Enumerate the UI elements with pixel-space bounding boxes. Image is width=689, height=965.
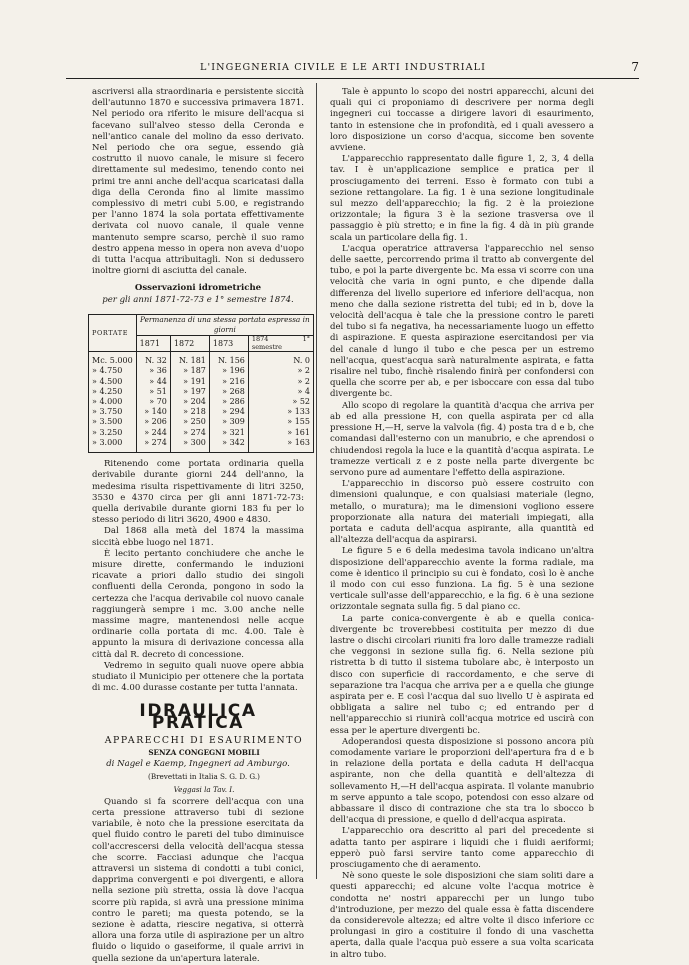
table-row: » 3.250 » 244 » 274 » 321 » 161 xyxy=(89,428,314,438)
observations-title: Osservazioni idrometriche xyxy=(134,283,262,294)
table-row: Mc. 5.000 N. 32 N. 181 N. 156 N. 0 xyxy=(89,352,314,367)
table-row: » 4.750 » 36 » 187 » 196 » 2 xyxy=(89,366,314,376)
paragraph: L'apparecchio rappresentato dalle figure 1, 2, 3, 4 della tav. I è un'applicazione semplice e pratica per il prosciugamento dei terreni. Esso è formato con tubi a sezione rettangolare. La fig. 1 è una sezione longitudinale sul mezzo dell'apparecchio; la fig. 2 è la proiezione orizzontale; la figura 3 è la sezione trasversa ove il passaggio è più stretto; e in fine la fig. 4 dà in più grande scala un particolare della fig. 1. xyxy=(330,154,594,243)
paragraph: Ritenendo come portata ordinaria quella derivabile durante giorni 244 dell'anno, la medesima risulta rispettivamente di litri 3250, 3530 e 4370 circa per gli anni 1871-72-73: quella derivabile durante giorni 183 fu per lo stesso periodo di litri 3620, 4900 e 4830. xyxy=(92,459,304,526)
paragraph: ascriversi alla straordinaria e persistente siccità dell'autunno 1870 e successiva primavera 1871. Nel periodo ora riferito le misure dell'acqua si facevano sull'alveo stesso della Ceronda e nell'antico canale del molino da esso derivato. Nel periodo che ora segue, essendo già costrutto il nuovo canale, le misure si fecero direttamente sul medesimo, tenendo conto nei primi tre anni anche dell'acqua scaricatasi dalla diga della Ceronda fino al limite massimo complessivo di metri cubi 5.00, e registrando per l'anno 1874 la sola portata effettivamente derivata col nuovo canale, il quale venne mantenuto sempre scarso, perchè il suo ramo destro appena messo in opera non aveva d'uopo di tutta l'acqua attribuitagli. Non si dedussero inoltre giorni di asciutta del canale. xyxy=(92,87,304,277)
table-row: » 3.500 » 206 » 250 » 309 » 155 xyxy=(89,417,314,427)
year-header: 1874 1° semestre xyxy=(248,336,313,352)
article-authors: di Nagel e Kaemp, Ingegneri ad Amburgo. xyxy=(106,759,290,770)
paragraph: L'acqua operatrice attraversa l'apparecchio nel senso delle saette, percorrendo prima il tratto ab convergente del tubo, e poi la parte divergente bc. Ma essa vi scorre con una velocità che varia in ogni punto, e che dipende dalla differenza del livello superiore ed inferiore dell'acqua, non meno che dalla sezione ristretta del tubi; ed in b, dove la velocità dell'acqua è tale che la pressione contro le pareti del tubo si fa negativa, ha necessariamente luogo un effetto di aspirazione. E questa aspirazione esercitandosi per via del canale d lungo il tubo e che pesca per un estremo nell'acqua, quest'acqua sarà naturalmente aspirata, e fatta risalire nel tubo, finchè risalendo finirà per confondersi con quella che scorre per ab, e per isboccare con essa dal tubo divergente bc. xyxy=(330,243,594,400)
table-row: » 3.750 » 140 » 218 » 294 » 133 xyxy=(89,407,314,417)
column-divider xyxy=(316,83,317,879)
running-header xyxy=(60,62,639,76)
paragraph: Le figure 5 e 6 della medesima tavola indicano un'altra disposizione dell'apparecchio avente la forma radiale, ma come è identico il principio su cui è fondato, così lo è anche il modo con cui esso funziona. La fig. 5 è una sezione verticale sull'asse dell'apparecchio, e la fig. 6 è una sezione orizzontale segnata sulla fig. 5 dal piano cc. xyxy=(330,546,594,613)
paragraph: Adoperandosi questa disposizione si possono ancora più comodamente variare le proporzioni dell'apertura fra d e b in relazione della portata e della caduta H dell'acqua aspirante, non che della quantità e dell'altezza di sollevamento H,—H dell'acqua aspirata. Il volante manubrio m serve appunto a tale scopo, potendosi con esso alzare od abbassare il disco di contrazione che sta tra lo sbocco b dell'acqua di pressione, e quello d dell'acqua aspirata. xyxy=(330,736,594,826)
article-title: APPARECCHI DI ESAURIMENTO xyxy=(104,734,304,746)
header-rule xyxy=(66,78,639,79)
paragraph: Nè sono queste le sole disposizioni che siam soliti dare a questi apparecchi; ed alcune volte l'acqua motrice è condotta ne' nostri apparecchi per un lungo tubo d'introduzione, per mezzo del quale essa è fatta discendere da considerevole altezza; ed altre volte il disco inferiore cc prolungasi in giro a costituire il fondo di una vaschetta aperta, dalla quale l'acqua può essere a sua volta scaricata in altro tubo. xyxy=(330,871,594,960)
page-number: 7 xyxy=(631,60,639,74)
header-permanence: Permanenza di una stessa portata espressa in giorni xyxy=(136,314,313,335)
table-row: » 4.000 » 70 » 204 » 286 » 52 xyxy=(89,397,314,407)
right-column xyxy=(330,87,594,961)
patent-note: (Brevettati in Italia S. G. D. G.) xyxy=(148,772,260,782)
table-row: » 4.500 » 44 » 191 » 216 » 2 xyxy=(89,377,314,387)
header-portate: PORTATE xyxy=(89,314,137,351)
paragraph: L'apparecchio ora descritto al pari del precedente si adatta tanto per aspirare i liquidi che i fluidi aeriformi; epperò può farsi servire tanto come apparecchio di prosciugamento che di aeramento. xyxy=(330,826,594,871)
journal-title: L'INGEGNERIA CIVILE E LE ARTI INDUSTRIALI xyxy=(200,62,487,73)
section-title: IDRAULICA PRATICA xyxy=(139,701,257,733)
paragraph: Allo scopo di regolare la quantità d'acqua che arriva per ab ed alla pressione H, con quella aspirata per cd alla pressione H,—H, serve la valvola (fig. 4) posta tra d e b, che comandasi dall'esterno con un manubrio, e che aprendosi o chiudendosi regola la luce e la quantità d'acqua aspirata. Le tramezze verticali z e z poste nella parte divergente bc servono pure ad aumentare l'effetto della aspirazione. xyxy=(330,400,594,478)
paragraph: Vedremo in seguito quali nuove opere abbia studiato il Municipio per ottenere che la portata di mc. 4.00 durasse costante per tutta l'annata. xyxy=(92,660,304,694)
left-column xyxy=(92,87,310,965)
year-header: 1873 xyxy=(209,336,248,352)
hydrometric-table xyxy=(88,314,314,453)
year-header: 1872 xyxy=(170,336,209,352)
paragraph: Tale è appunto lo scopo dei nostri apparecchi, alcuni dei quali qui ci proponiamo di descrivere per norma degli ingegneri cui toccasse a dirigere lavori di esaurimento, tanto in estensione che in profondità, ed i quali avessero a loro disposizione un corso d'acqua, siccome ben sovente avviene. xyxy=(330,87,594,154)
article-subtitle: SENZA CONGEGNI MOBILI xyxy=(148,747,260,757)
paragraph: Quando si fa scorrere dell'acqua con una certa pressione attraverso tubi di sezione variabile, è noto che la pressione esercitata da quel fluido contro le pareti del tubo diminuisce coll'accrescersi della velocità dell'acqua stessa che scorre. Facciasi adunque che l'acqua attraversi un sistema di condotti a tubi conici, dapprima convergenti e poi divergenti, e allora nella sezione più stretta, ossia là dove l'acqua scorre più rapida, si avrà una pressione minima contro le pareti; ma questa potendo, se la sezione è adatta, riescire negativa, si otterrà allora una forza utile di aspirazione per un altro fluido o liquido o gaseiforme, il quale arrivi in quella sezione da un'apertura laterale. xyxy=(92,796,304,964)
observations-subtitle: per gli anni 1871-72-73 e 1° semestre 1874. xyxy=(102,294,294,305)
plate-reference: Veggasi la Tav. I. xyxy=(173,784,235,794)
paragraph: La parte conica-convergente è ab e quella conica-divergente bc troverebbesi costituita per mezzo di due lastre o dischi circolari riuniti fra loro dalle tramezze radiali che veggonsi in sezione sulla fig. 6. Nella sezione più ristretta b di tutto il sistema tubolare abc, è interposto un disco con superficie di raccordamento, e che serve di separazione tra l'acqua che arriva per a e quella che giunge aspirata per e. E così l'acqua dal suo livello U è aspirata ed obbligata a salire nel tubo c; ed entrando per d nell'apparecchio si riunirà coll'acqua motrice ed uscirà con essa per le aperture divergenti bc. xyxy=(330,613,594,736)
year-header: 1871 xyxy=(136,336,170,352)
paragraph: L'apparecchio in discorso può essere costruito con dimensioni qualunque, e con qualsiasi materiale (legno, metallo, o muratura); ma le dimensioni vogliono essere proporzionate alla natura dei materiali impiegati, alla portata e caduta dell'acqua aspirante, alla quantità ed all'altezza dell'acqua da aspirarsi. xyxy=(330,479,594,546)
paragraph: Dal 1868 alla metà del 1874 la massima siccità ebbe luogo nel 1871. xyxy=(92,526,304,548)
table-row: » 3.000 » 274 » 300 » 342 » 163 xyxy=(89,438,314,453)
paragraph: È lecito pertanto conchiudere che anche le misure dirette, confermando le induzioni ricavate a priori dallo studio dei singoli confluenti della Ceronda, pongono in sodo la certezza che l'acqua derivabile col nuovo canale raggiungerà sempre i mc. 3.00 anche nelle massime magre, mantenendosi nelle acque ordinarie colla portata di mc. 4.00. Tale è appunto la misura di derivazione concessa alla città dal R. decreto di concessione. xyxy=(92,548,304,660)
table-row: » 4.250 » 51 » 197 » 268 » 4 xyxy=(89,387,314,397)
